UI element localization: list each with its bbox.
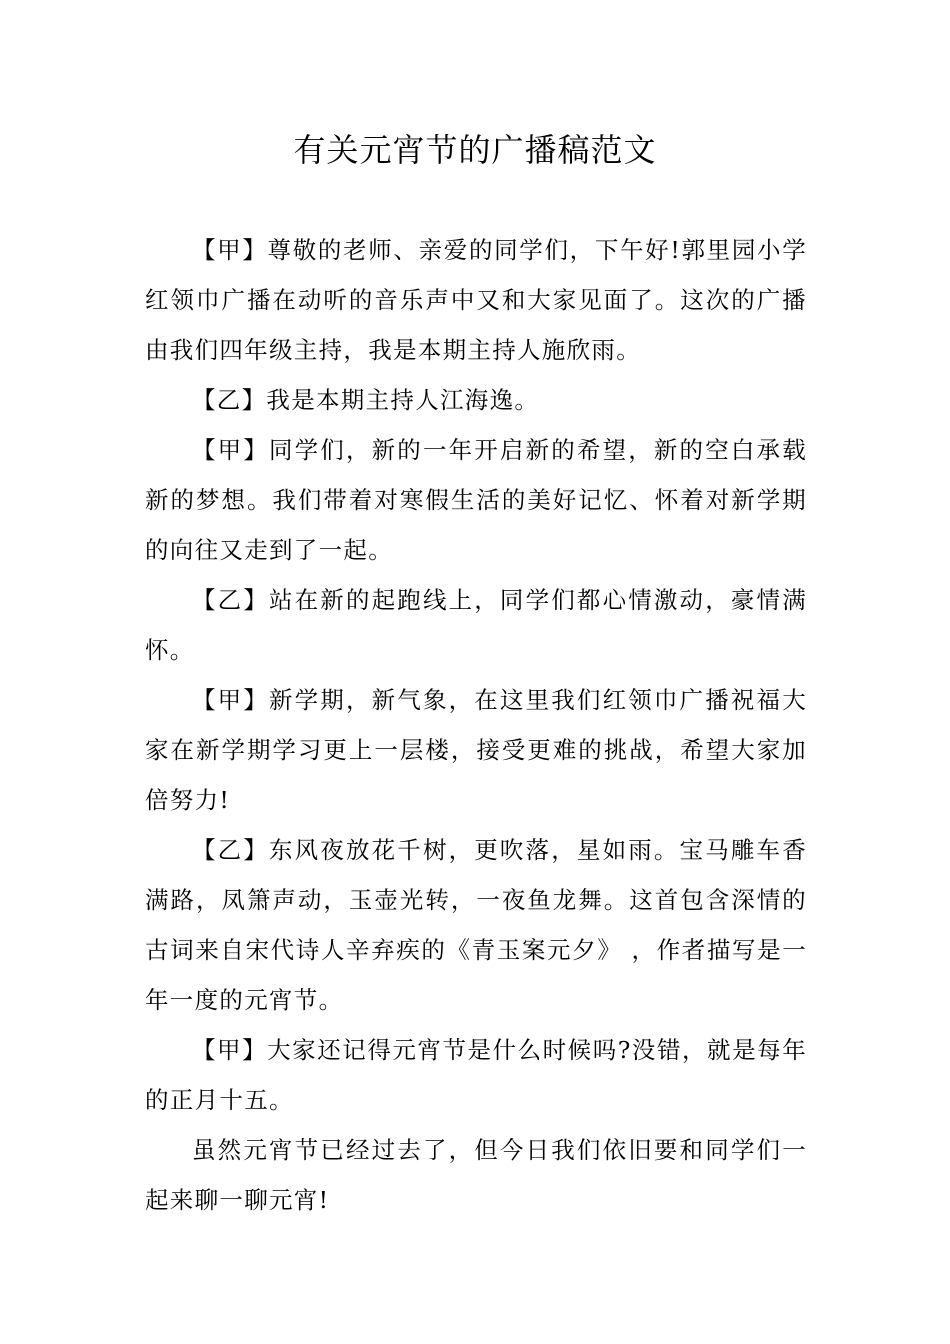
paragraph-2: 【乙】我是本期主持人江海逸。 <box>192 386 540 414</box>
paragraph-7: 【甲】大家还记得元宵节是什么时候吗?没错，就是每年的正月十五。 <box>145 1036 807 1114</box>
paragraph-6: 【乙】东风夜放花千树，更吹落，星如雨。宝马雕车香满路，凤箫声动，玉壶光转，一夜鱼龙舞。这首包含深情的古词来自宋代诗人辛弃疾的《青玉案元夕》 ，作者描写是一年一度的元宵节。 <box>145 836 807 1014</box>
document-title: 有关元宵节的广播稿范文 <box>293 131 657 169</box>
paragraph-5: 【甲】新学期，新气象，在这里我们红领巾广播祝福大家在新学期学习更上一层楼，接受更难的挑战，希望大家加倍努力! <box>145 686 807 814</box>
paragraph-8: 虽然元宵节已经过去了，但今日我们依旧要和同学们一起来聊一聊元宵! <box>145 1136 807 1214</box>
paragraph-1: 【甲】尊敬的老师、亲爱的同学们，下午好!郭里园小学红领巾广播在动听的音乐声中又和大家见面了。这次的广播由我们四年级主持，我是本期主持人施欣雨。 <box>145 236 807 364</box>
paragraph-4: 【乙】站在新的起跑线上，同学们都心情激动，豪情满怀。 <box>145 586 807 664</box>
paragraph-3: 【甲】同学们，新的一年开启新的希望，新的空白承载新的梦想。我们带着对寒假生活的美好记忆、怀着对新学期的向往又走到了一起。 <box>145 436 807 564</box>
document-body <box>145 225 807 1225</box>
